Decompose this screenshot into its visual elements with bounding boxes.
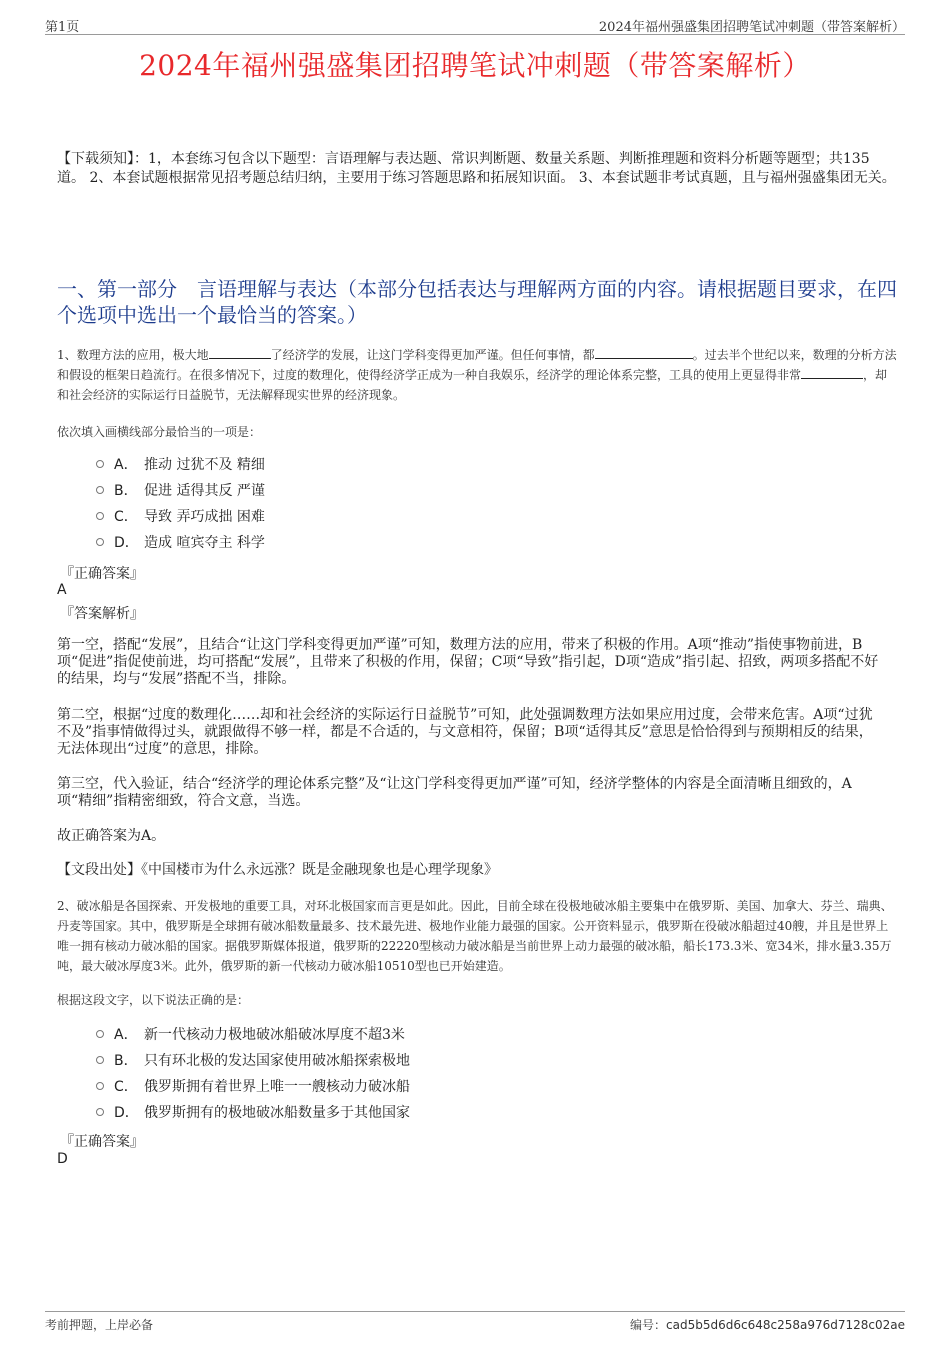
radio-icon[interactable] <box>96 538 104 546</box>
q1-stem-part-b: 了经济学的发展，让这门学科变得更加严谨。但任何事情，都 <box>270 348 595 362</box>
document-code-value: cad5b5d6d6c648c258a976d7128c02ae <box>666 1318 905 1332</box>
page-footer <box>45 1311 905 1334</box>
q2-answer-label: 『正确答案』 <box>60 1134 144 1150</box>
header-doc-title: 2024年福州强盛集团招聘笔试冲刺题（带答案解析） <box>598 20 905 35</box>
page-number: 第1页 <box>45 20 80 35</box>
q1-answer-value: A <box>57 582 67 598</box>
document-title: 2024年福州强盛集团招聘笔试冲刺题（带答案解析） <box>139 49 811 82</box>
page-header <box>45 14 905 35</box>
document-code-label: 编号： <box>630 1318 667 1332</box>
radio-icon[interactable] <box>96 1030 104 1038</box>
q2-prompt: 根据这段文字，以下说法正确的是： <box>57 993 250 1007</box>
radio-icon[interactable] <box>96 486 104 494</box>
radio-icon[interactable] <box>96 512 104 520</box>
radio-icon[interactable] <box>96 1108 104 1116</box>
q1-source: 【文段出处】《中国楼市为什么永远涨？既是金融现象也是心理学现象》 <box>57 862 498 878</box>
q1-conclusion: 故正确答案为A。 <box>57 828 166 844</box>
q1-analysis-label: 『答案解析』 <box>60 606 144 622</box>
q1-stem-part-c: 。过去半个世纪以来，数理的分析方法和假设的框架日趋流行。在很多情况下，过度的数理化，使得经济学正成为一种自我娱乐，经济学的理论体系完整，工具的使用上更显得非常 <box>57 348 897 382</box>
q1-answer-label: 『正确答案』 <box>60 566 144 582</box>
radio-icon[interactable] <box>96 460 104 468</box>
document-code <box>630 1316 905 1333</box>
question-1-stem <box>57 345 897 405</box>
q1-stem-part-d: ，却和社会经济的实际运行日益脱节，无法解释现实世界的经济现象。 <box>57 368 888 402</box>
q1-analysis-para-3: 第三空，代入验证，结合“经济学的理论体系完整”及“让这门学科变得更加严谨”可知，经济学整体的内容是全面清晰且细致的，A项“精细”指精密细致，符合文意，当选。 <box>57 776 852 809</box>
section-heading: 一、第一部分 言语理解与表达（本部分包括表达与理解两方面的内容。请根据题目要求，在四个选项中选出一个最恰当的答案。） <box>57 277 897 327</box>
q1-blank-3 <box>801 366 863 379</box>
q1-stem-part-a: 1、数理方法的应用，极大地 <box>57 348 209 362</box>
download-notice: 【下载须知】：1，本套练习包含以下题型：言语理解与表达题、常识判断题、数量关系题、判断推理题和资料分析题等题型；共135道。 2、本套试题根据常见招考题总结归纳，主要用于练习答题思路和拓展知识面。 3、本套试题非考试真题，且与福州强盛集团无关。 <box>57 151 896 186</box>
q1-blank-1 <box>209 346 271 359</box>
footer-note: 考前押题，上岸必备 <box>45 1318 154 1332</box>
q1-prompt: 依次填入画横线部分最恰当的一项是： <box>57 425 262 439</box>
q2-answer-value: D <box>57 1151 68 1167</box>
q1-analysis-para-1: 第一空，搭配“发展”，且结合“让这门学科变得更加严谨”可知，数理方法的应用，带来了积极的作用。A项“推动”指使事物前进，B项“促进”指促使前进，均可搭配“发展”，且带来了积极的作用，保留；C项“导致”指引起，D项“造成”指引起、招致，两项多搭配不好的结果，均与“发展”搭配不当，排除。 <box>57 637 879 687</box>
question-2-stem: 2、破冰船是各国探索、开发极地的重要工具，对环北极国家而言更是如此。因此，目前全球在役极地破冰船主要集中在俄罗斯、美国、加拿大、芬兰、瑞典、丹麦等国家。其中，俄罗斯是全球拥有破冰船数量最多、技术最先进、极地作业能力最强的国家。公开资料显示，俄罗斯在役破冰船超过40艘，并且是世界上唯一拥有核动力破冰船的国家。据俄罗斯媒体报道，俄罗斯的22220型核动力破冰船是当前世界上动力最强的破冰船，船长173.3米、宽34米，排水量3.35万吨，最大破冰厚度3米。此外，俄罗斯的新一代核动力破冰船10510型也已开始建造。 <box>57 899 893 973</box>
q1-analysis-para-2: 第二空，根据“过度的数理化……却和社会经济的实际运行日益脱节”可知，此处强调数理方法如果应用过度，会带来危害。A项“过犹不及”指事情做得过头，就跟做得不够一样，都是不合适的，与文意相符，保留；B项“适得其反”意思是恰恰得到与预期相反的结果，无法体现出“过度”的意思，排除。 <box>57 707 873 757</box>
q1-blank-2 <box>595 346 693 359</box>
radio-icon[interactable] <box>96 1056 104 1064</box>
radio-icon[interactable] <box>96 1082 104 1090</box>
